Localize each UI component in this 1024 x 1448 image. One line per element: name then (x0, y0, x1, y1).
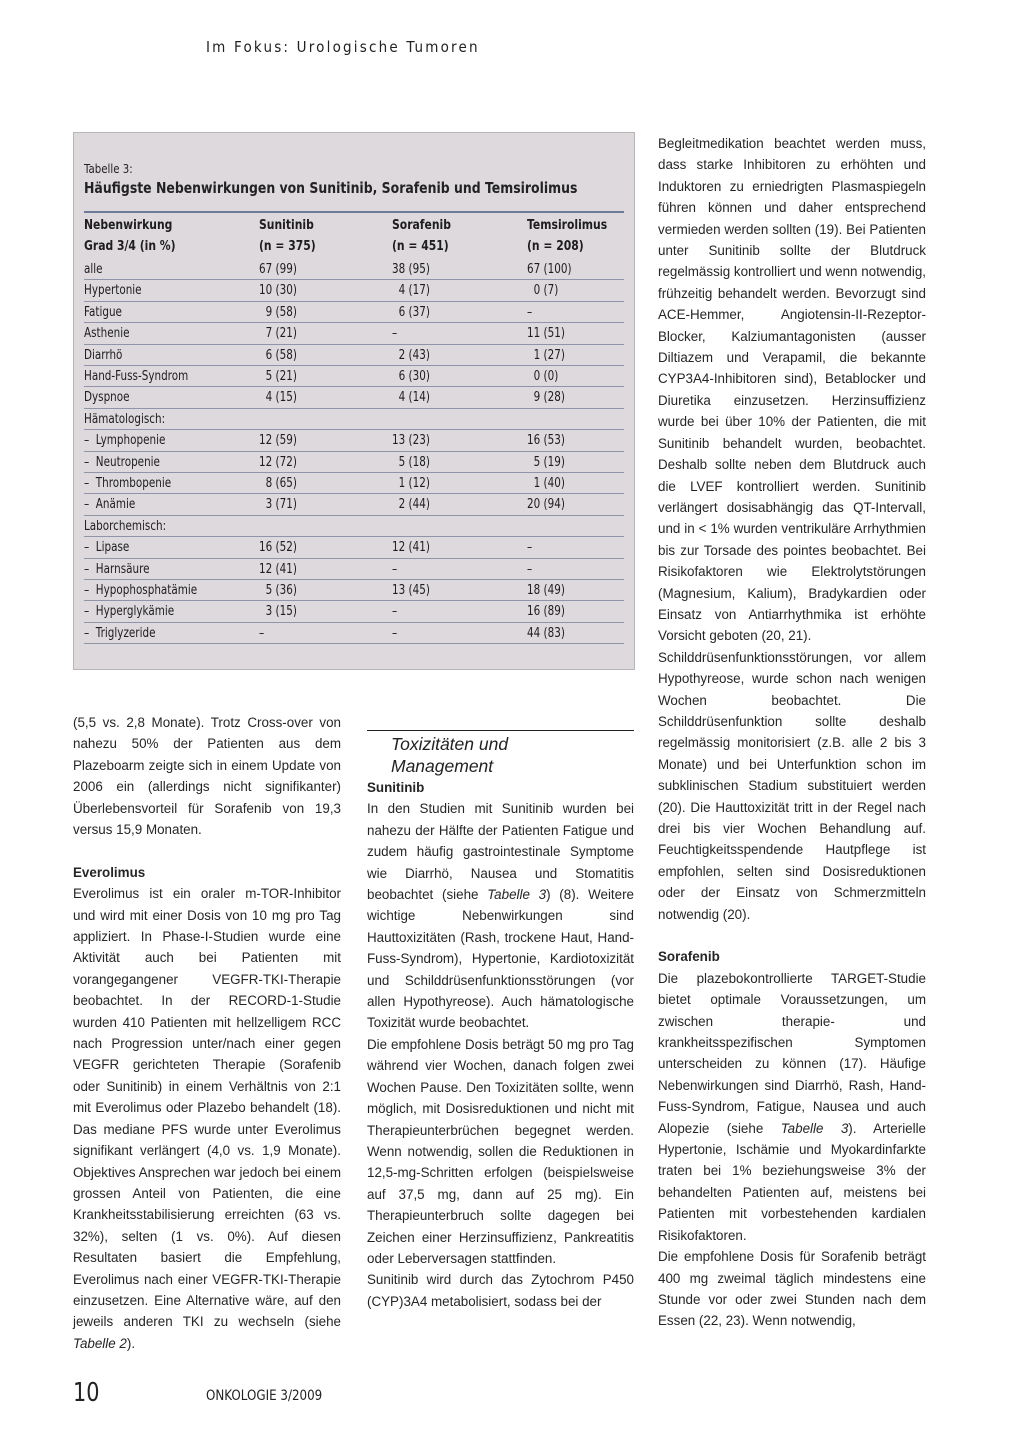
table-row (74, 259, 634, 281)
table-cell: 18 (49) (527, 583, 565, 598)
table-reference: Tabelle 3 (780, 1120, 849, 1136)
table-cell: 20 (94) (527, 497, 565, 513)
table-title: Häufigste Nebenwirkungen von Sunitinib, Sorafenib und Temsirolimus (84, 179, 578, 197)
running-header: Im Fokus: Urologische Tumoren (206, 38, 480, 56)
table-cell: – (392, 625, 398, 641)
table-cell: 3 (15) (259, 604, 297, 620)
table-cell: – (392, 326, 398, 342)
header-cell: (n = 451) (392, 238, 449, 254)
page-number: 10 (73, 1378, 100, 1408)
table-cell: Laborchemisch: (84, 518, 167, 534)
table-cell: 5 (21) (259, 369, 297, 384)
table-cell: 13 (45) (392, 583, 430, 598)
table-cell: 10 (30) (259, 283, 297, 299)
table-row (74, 280, 634, 302)
table-row (74, 452, 634, 474)
table-cell: 1 (27) (527, 347, 565, 363)
table-row (74, 494, 634, 516)
header-cell: Sorafenib (392, 217, 451, 233)
table-3 (73, 132, 635, 670)
table-row (74, 345, 634, 367)
table-cell: 16 (89) (527, 604, 565, 620)
row-divider (84, 643, 624, 644)
table-cell: – Hypophosphatämie (84, 583, 198, 598)
paragraph: Begleitmedikation beachtet werden muss, dass starke Inhibitoren zu erhöhten und Induktoren zu erniedrigten Plasmaspiegeln führen können und daher entsprechend vermieden werden sollten (19). Bei Patienten unter Sunitinib sollte der Blutdruck regelmässig kontrolliert und wenn notwendig, frühzeitig behandelt werden. Bevorzugt sind ACE-Hemmer, Angiotensin-II-Rezeptor-Blocker, Kalziumantagonisten (ausser Diltiazem und Verapamil, die bekannte CYP3A4-Inhibitoren sind), Betablocker und Diuretika einzusetzen. Herzinsuffizienz wurde bei über 10% der Patienten, die mit Sunitinib behandelt wurden, beobachtet. Deshalb sollte neben dem Blutdruck auch die LVEF kontrolliert werden. Sunitinib verlängert dosisabhängig das QT-Intervall, und in < 1% wurden ventrikuläre Arrhythmien bis zur Torsade des pointes beobachtet. Bei Risikofaktoren wie Elektrolytstörungen (Magnesium, Kalium), Bradykardien oder Einsatz von Antiarrhythmika ist erhöhte Vorsicht geboten (20, 21). (658, 136, 926, 644)
table-cell: 1 (12) (392, 476, 430, 491)
table-cell: 4 (14) (392, 390, 430, 406)
paragraph: Die empfohlene Dosis beträgt 50 mg pro Tag während vier Wochen, danach folgen zwei Wochen Pause. Den Toxizitäten sollte, wenn möglich, mit Dosisreduktionen und nicht mit Therapieunterbrüchen begegnet werden. Wenn notwendig, sollen die Reduktionen in 12,5-mg-Schritten erfolgen (beispielsweise auf 37,5 mg, dann auf 25 mg). Ein Therapieunterbruch sollte dagegen bei Zeichen einer Herzinsuffizienz, Pankreatitis oder Leberversagen stattfinden. (367, 1036, 634, 1266)
table-cell: 3 (71) (259, 497, 297, 513)
table-row (74, 623, 634, 645)
table-cell: alle (84, 262, 103, 277)
table-cell: – (259, 625, 265, 641)
table-cell: 9 (28) (527, 390, 565, 406)
table-cell: 12 (41) (392, 540, 430, 556)
middle-column (367, 777, 634, 1312)
table-cell: Hand-Fuss-Syndrom (84, 369, 189, 384)
table-cell: 38 (95) (392, 262, 430, 277)
table-cell: Hämatologisch: (84, 411, 166, 427)
table-cell: – Lipase (84, 540, 130, 556)
table-cell: 5 (19) (527, 454, 565, 470)
table-row (74, 537, 634, 559)
section-title: Toxizitäten und Management (391, 734, 509, 776)
table-cell: 2 (43) (392, 347, 430, 363)
table-cell: – (527, 304, 533, 320)
table-cell: 13 (23) (392, 433, 430, 449)
table-row (74, 601, 634, 623)
table-cell: – Triglyzeride (84, 625, 156, 641)
subheading-everolimus: Everolimus (73, 864, 146, 880)
right-column (658, 133, 926, 1332)
header-cell: Nebenwirkung (84, 217, 173, 233)
table-cell: – (392, 561, 398, 577)
table-cell: 6 (30) (392, 369, 430, 384)
table-cell: 16 (53) (527, 433, 565, 449)
table-cell: 67 (99) (259, 262, 297, 277)
table-reference: Tabelle 2 (73, 1335, 127, 1351)
table-cell: Fatigue (84, 304, 122, 320)
table-row (74, 409, 634, 431)
header-cell: Temsirolimus (527, 217, 608, 233)
table-reference: Tabelle 3 (487, 887, 547, 903)
subheading-sunitinib: Sunitinib (367, 780, 425, 795)
table-cell: 16 (52) (259, 540, 297, 556)
paragraph: Die empfohlene Dosis für Sorafenib beträgt 400 mg zweimal täglich mindestens eine Stunde vor oder zwei Stunden nach dem Essen (22, 23). Wenn notwendig, (658, 1249, 926, 1329)
table-row (74, 323, 634, 345)
table-cell: 5 (36) (259, 583, 297, 598)
journal-footer: ONKOLOGIE 3/2009 (206, 1388, 323, 1404)
table-row (74, 473, 634, 495)
table-cell: Dyspnoe (84, 390, 130, 406)
table-label: Tabelle 3: (84, 162, 133, 176)
table-top-rule (84, 211, 624, 213)
header-cell: Sunitinib (259, 217, 314, 233)
table-cell: 6 (58) (259, 347, 297, 363)
table-cell: – (392, 604, 398, 620)
table-cell: – Harnsäure (84, 561, 150, 577)
table-cell: 0 (0) (527, 369, 559, 384)
paragraph: (5,5 vs. 2,8 Monate). Trotz Cross-over von nahezu 50% der Patienten aus dem Plazeboarm zeigte sich in einem Update von 2006 ein (allerdings nicht signifikanter) Überlebensvorteil für Sorafenib von 19,3 versus 15,9 Monaten. (73, 715, 341, 838)
table-cell: – (527, 540, 533, 556)
paragraph: In den Studien mit Sunitinib wurden bei nahezu der Hälfte der Patienten Fatigue und zudem häufig gastrointestinale Symptome wie Diarrhö, Nausea und Stomatitis beobachtet (siehe Tabelle 3) (8). Weitere wichtige Nebenwirkungen sind Hauttoxizitäten (Rash, trockene Haut, Hand-Fuss-Syndrom), Hypertonie, Kardiotoxizität und Schilddrüsenfunktionsstörungen (vor allen Hypothyreose). Auch hämatologische Toxizität wurde beobachtet. (367, 801, 634, 1031)
table-row (74, 430, 634, 452)
table-cell: 9 (58) (259, 304, 297, 320)
header-cell: (n = 375) (259, 238, 316, 254)
header-cell: Grad 3/4 (in %) (84, 238, 176, 254)
table-row (74, 366, 634, 388)
table-cell: 6 (37) (392, 304, 430, 320)
paragraph: Die plazebokontrollierte TARGET-Studie bietet optimale Voraussetzungen, um zwischen therapie- und krankheitsspezifischen Symptomen unterscheiden zu können (17). Häufige Nebenwirkungen sind Diarrhö, Rash, Hand-Fuss-Syndrom, Fatigue, Nausea und auch Alopezie (siehe Tabelle 3). Arterielle Hypertonie, Ischämie und Myokardinfarkte traten bei 1% beziehungsweise 3% der behandelten Patienten auf, meistens bei Patienten mit vorbestehenden kardialen Risikofaktoren. (658, 970, 927, 1243)
table-cell: 5 (18) (392, 454, 430, 470)
table-cell: 12 (72) (259, 454, 297, 470)
table-cell: 11 (51) (527, 326, 565, 342)
table-row (74, 302, 634, 324)
table-cell: 7 (21) (259, 326, 297, 342)
table-cell: 67 (100) (527, 262, 572, 277)
table-cell: Asthenie (84, 326, 130, 342)
table-row (74, 387, 634, 409)
table-cell: Diarrhö (84, 347, 123, 363)
table-cell: Hypertonie (84, 283, 142, 299)
table-cell: 1 (40) (527, 476, 565, 491)
table-cell: – Neutropenie (84, 454, 160, 470)
table-cell: 4 (17) (392, 283, 430, 299)
header-cell: (n = 208) (527, 238, 584, 254)
table-cell: – Thrombopenie (84, 476, 172, 491)
table-cell: – Hyperglykämie (84, 604, 175, 620)
table-cell: – Lymphopenie (84, 433, 166, 449)
table-cell: 44 (83) (527, 625, 565, 641)
left-column (73, 712, 341, 1354)
subheading-sorafenib: Sorafenib (658, 949, 720, 965)
section-rule (367, 730, 634, 731)
paragraph: Schilddrüsenfunktionsstörungen, vor allem Hypothyreose, wurde schon nach wenigen Wochen beobachtet. Die Schilddrüsenfunktion sollte deshalb regelmässig monitorisiert (z.B. alle 2 bis 3 Monate) und bei Unterfunktion schon im subklinischen Stadium substituiert werden (20). Die Hauttoxizität tritt in der Regel nach drei bis vier Wochen Behandlung auf. Feuchtigkeitsspendende Hautpflege ist empfohlen, selten sind Dosisreduktionen oder der Einsatz von Schmerzmitteln notwendig (20). (658, 649, 926, 922)
table-cell: 12 (41) (259, 561, 297, 577)
table-cell: – (527, 561, 533, 577)
table-cell: 8 (65) (259, 476, 297, 491)
table-row (74, 559, 634, 581)
table-cell: 4 (15) (259, 390, 297, 406)
table-cell: 2 (44) (392, 497, 430, 513)
table-cell: – Anämie (84, 497, 136, 513)
table-cell: 12 (59) (259, 433, 297, 449)
paragraph: Sunitinib wird durch das Zytochrom P450 (CYP)3A4 metabolisiert, sodass bei der (367, 1272, 634, 1309)
table-row (74, 580, 634, 602)
table-row (74, 516, 634, 538)
paragraph: Everolimus ist ein oraler m-TOR-Inhibitor und wird mit einer Dosis von 10 mg pro Tag appliziert. In Phase-I-Studien wurde eine Aktivität auch bei Patienten mit vorangegangener VEGFR-TKI-Therapie beobachtet. In der RECORD-1-Studie wurden 410 Patienten mit hellzelligem RCC nach Progression unter/nach einer gegen VEGFR gerichteten Therapie (Sorafenib oder Sunitinib) in einem Verhältnis von 2:1 mit Everolimus oder Plazebo behandelt (18). Das mediane PFS wurde unter Everolimus signifikant verlängert (4,0 vs. 1,9 Monate). Objektives Ansprechen war jedoch bei einem grossen Anteil von Patienten, die eine Krankheitsstabilisierung erreichten (63 vs. 32%), selten (1 vs. 0%). Auf diesen Resultaten basiert die Empfehlung, Everolimus nach einer VEGFR-TKI-Therapie einzusetzen. Eine Alternative wäre, auf den jeweils anderen TKI zu wechseln (siehe Tabelle 2). (73, 886, 341, 1351)
table-cell: 0 (7) (527, 283, 559, 299)
